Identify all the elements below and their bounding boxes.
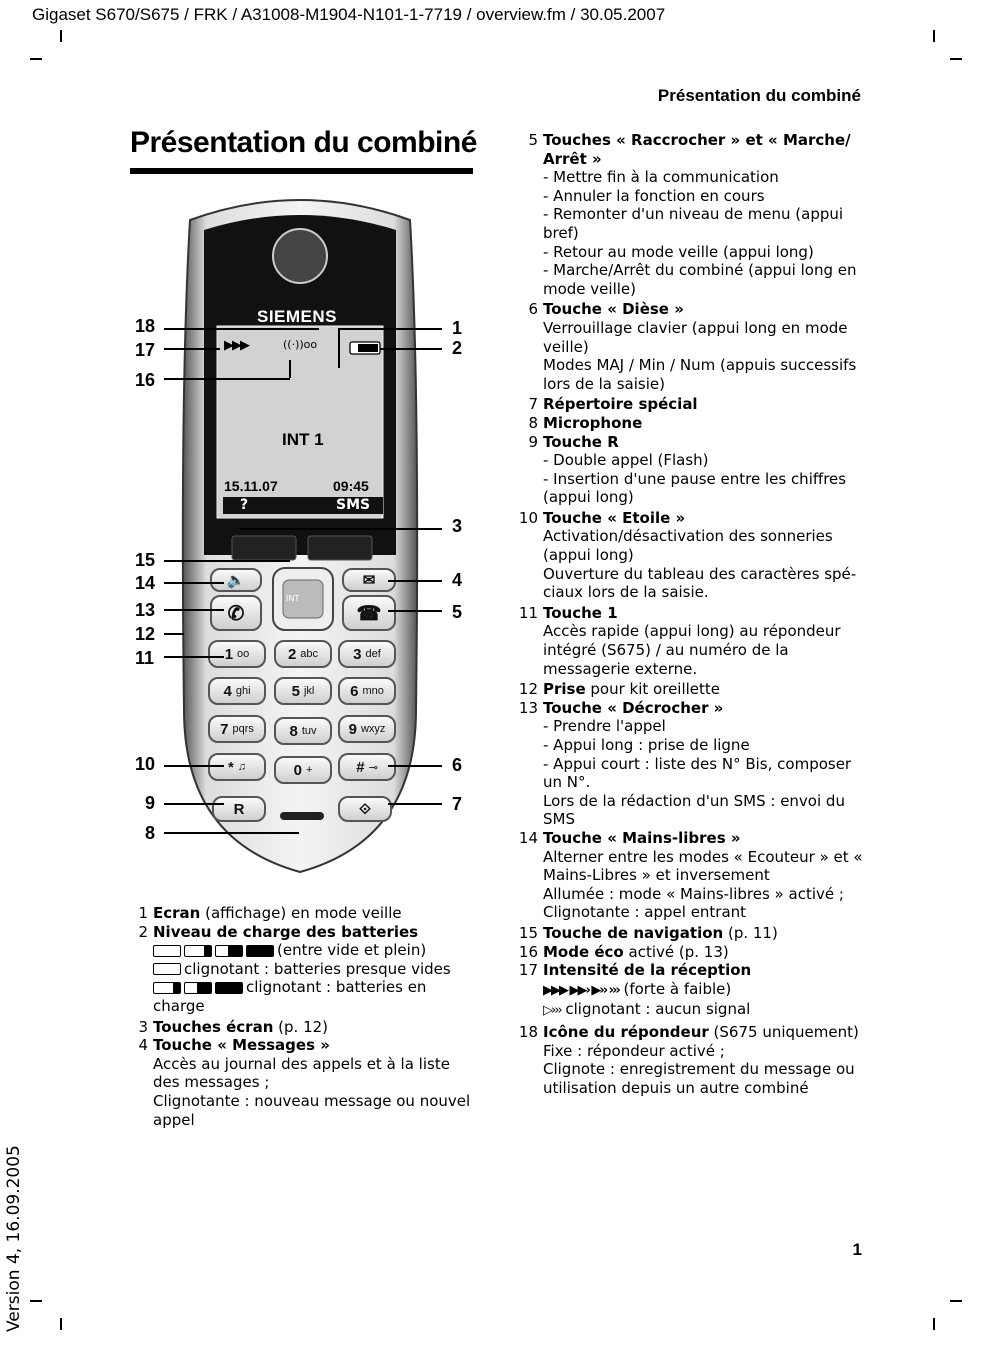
crop-mark xyxy=(60,1318,62,1330)
battery-low-icon xyxy=(153,982,181,994)
keypad-1[interactable]: 1 ᴏᴏ xyxy=(208,640,266,668)
leader-11 xyxy=(164,656,224,658)
display-int: INT 1 xyxy=(282,430,324,449)
leader-12 xyxy=(164,633,184,635)
answering-machine-icon: ((·))ᴏᴏ xyxy=(283,338,318,351)
keypad-5[interactable]: 5 jkl xyxy=(274,677,332,705)
list-item: 13 Touche « Décrocher » - Prendre l'appel - Appui long : prise de ligne - Appui court : liste des N° Bis, composer un N°. Lors de la rédaction d'un SMS : envoi du SMS xyxy=(518,698,852,829)
section-header: Présentation du combiné xyxy=(657,86,861,105)
callout-2: 2 xyxy=(452,338,463,358)
callout-3: 3 xyxy=(452,516,463,536)
leader-1-v xyxy=(338,328,340,368)
list-item: 17 Intensité de la réception ▶▶▶ ▶▶› ▶›› ››› (forte à faible) ▷››› clignotant : aucun signal xyxy=(518,961,752,1019)
list-item: 15 Touche de navigation (p. 11) xyxy=(518,923,778,942)
callout-6: 6 xyxy=(452,755,463,775)
crop-mark xyxy=(933,30,935,42)
keypad-9[interactable]: 9 wxyz xyxy=(338,715,396,743)
list-item: 11 Touche 1 Accès rapide (appui long) au répondeur intégré (S675) / au numéro de la messagerie externe. xyxy=(518,603,841,678)
list-item: 12 Prise pour kit oreillette xyxy=(518,680,721,699)
list-item: 9 Touche R - Double appel (Flash) - Insertion d'une pause entre les chiffres (appui long) xyxy=(528,432,847,507)
crop-mark xyxy=(30,58,42,60)
callout-5: 5 xyxy=(452,602,463,622)
callout-18: 18 xyxy=(135,316,156,336)
list-item: 16 Mode éco activé (p. 13) xyxy=(518,942,729,961)
list-item: 7 Répertoire spécial xyxy=(528,395,698,414)
list-item: 18 Icône du répondeur (S675 uniquement) Fixe : répondeur activé ; Clignote : enregistrement du message ou utilisation depuis un autre combiné xyxy=(518,1022,859,1097)
battery-low-icon xyxy=(184,945,212,957)
leader-14 xyxy=(164,582,224,584)
list-item: 6 Touche « Dièse » Verrouillage clavier (appui long en mode veille) Modes MAJ / Min / Num (appuis successifs lors de la saisie) xyxy=(528,300,857,393)
nav-int-label: INT xyxy=(286,594,300,603)
keypad-2[interactable]: 2 abc xyxy=(274,640,332,668)
version-label: Version 4, 16.09.2005 xyxy=(4,1145,24,1332)
leader-16-v xyxy=(289,360,291,378)
keypad-7[interactable]: 7 pqrs xyxy=(208,715,266,743)
battery-mid-icon xyxy=(184,982,212,994)
phone-illustration xyxy=(120,190,480,880)
keypad-6[interactable]: 6 mno xyxy=(338,677,396,705)
callout-12: 12 xyxy=(135,624,156,644)
keypad-star[interactable]: * ♫ xyxy=(208,753,266,781)
softkey-right-label: SMS xyxy=(336,497,371,513)
page-title: Présentation du combiné xyxy=(130,126,477,159)
keypad-3[interactable]: 3 def xyxy=(338,640,396,668)
battery-full-icon xyxy=(246,945,274,957)
callout-1: 1 xyxy=(452,318,463,338)
talk-key[interactable]: ✆ xyxy=(210,595,262,631)
callout-11: 11 xyxy=(135,648,155,668)
leader-8 xyxy=(164,832,299,834)
battery-empty-icon xyxy=(153,963,181,975)
display-date: 15.11.07 xyxy=(224,478,278,494)
leader-18 xyxy=(164,328,319,330)
list-item: 1 Ecran (affichage) en mode veille xyxy=(138,904,402,922)
callout-13: 13 xyxy=(135,600,156,620)
softkey-left-label: ? xyxy=(240,497,249,513)
messages-key[interactable]: ✉ xyxy=(342,568,396,592)
signal-levels-icon: ▶▶▶ ▶▶› ▶›› ››› xyxy=(543,982,619,998)
callout-9: 9 xyxy=(145,793,156,813)
leader-6 xyxy=(388,765,442,767)
leader-1 xyxy=(338,328,442,330)
leader-4 xyxy=(388,580,442,582)
leader-5 xyxy=(388,610,442,612)
leader-7 xyxy=(388,803,442,805)
leader-3 xyxy=(240,528,442,530)
battery-full-icon xyxy=(215,982,243,994)
callout-14: 14 xyxy=(135,573,156,593)
keypad-hash[interactable]: # ⊸ xyxy=(338,753,396,781)
crop-mark xyxy=(950,58,962,60)
end-call-key[interactable]: ☎ xyxy=(342,595,396,631)
callout-15: 15 xyxy=(135,550,156,570)
keypad-8[interactable]: 8 tuv xyxy=(274,717,332,745)
crop-mark xyxy=(933,1318,935,1330)
callout-16: 16 xyxy=(135,370,156,390)
r-key[interactable]: R xyxy=(212,796,266,822)
list-item: 14 Touche « Mains-libres » Alterner entre les modes « Ecouteur » et « Mains-Libres » et inversement Allumée : mode « Mains-libres » activé ; Clignotante : appel entrant xyxy=(518,828,863,922)
right-legend-list xyxy=(516,131,866,1097)
keypad-4[interactable]: 4 ghi xyxy=(208,677,266,705)
crop-mark xyxy=(950,1300,962,1302)
signal-strength-icon: ▶▶▶ xyxy=(224,338,248,353)
callout-10: 10 xyxy=(135,754,156,774)
leader-17 xyxy=(164,348,220,350)
list-item: 5 Touches « Raccrocher » et « Marche/ Arrêt » - Mettre fin à la communication - Annuler la fonction en cours - Remonter d'un niveau de menu (appui bref) - Retour au mode veille (appui long) - Marche/Arrêt du combiné (appui long en mode veille) xyxy=(528,131,857,298)
display-time: 09:45 xyxy=(333,478,369,494)
directory-key[interactable]: ⟐ xyxy=(338,796,392,822)
callout-4: 4 xyxy=(452,570,463,590)
page-number: 1 xyxy=(852,1240,862,1259)
leader-16 xyxy=(164,378,290,380)
list-item: 3 Touches écran (p. 12) xyxy=(138,1017,329,1036)
callout-8: 8 xyxy=(145,823,156,843)
list-item: 8 Microphone xyxy=(528,413,643,432)
list-item: 10 Touche « Etoile » Activation/désactivation des sonneries (appui long) Ouverture du tableau des caractères spé-ciaux lors de la saisie. xyxy=(518,508,857,602)
leader-10 xyxy=(164,765,224,767)
title-rule xyxy=(130,168,473,174)
battery-empty-icon xyxy=(153,945,181,957)
brand-logo: SIEMENS xyxy=(257,307,338,326)
leader-13 xyxy=(164,609,224,611)
battery-mid-icon xyxy=(215,945,243,957)
callout-17: 17 xyxy=(135,340,156,360)
callout-7: 7 xyxy=(452,794,463,814)
crop-mark xyxy=(30,1300,42,1302)
left-legend-list xyxy=(126,904,481,1129)
leader-15 xyxy=(164,560,290,562)
header-meta: Gigaset S670/S675 / FRK / A31008-M1904-N101-1-7719 / overview.fm / 30.05.2007 xyxy=(32,5,666,24)
list-item: 2 Niveau de charge des batteries (entre vide et plein) clignotant : batteries presque vides clignotant : batteries en charge xyxy=(138,922,451,1015)
list-item: 4 Touche « Messages » Accès au journal des appels et à la liste des messages ; Clignotante : nouveau message ou nouvel appel xyxy=(138,1036,471,1129)
leader-2 xyxy=(380,348,442,350)
no-signal-icon: ▷››› xyxy=(543,1003,561,1019)
leader-9 xyxy=(164,803,224,805)
crop-mark xyxy=(60,30,62,42)
handsfree-key[interactable]: 🔈 xyxy=(210,568,262,592)
keypad-0[interactable]: 0 + xyxy=(274,756,332,784)
